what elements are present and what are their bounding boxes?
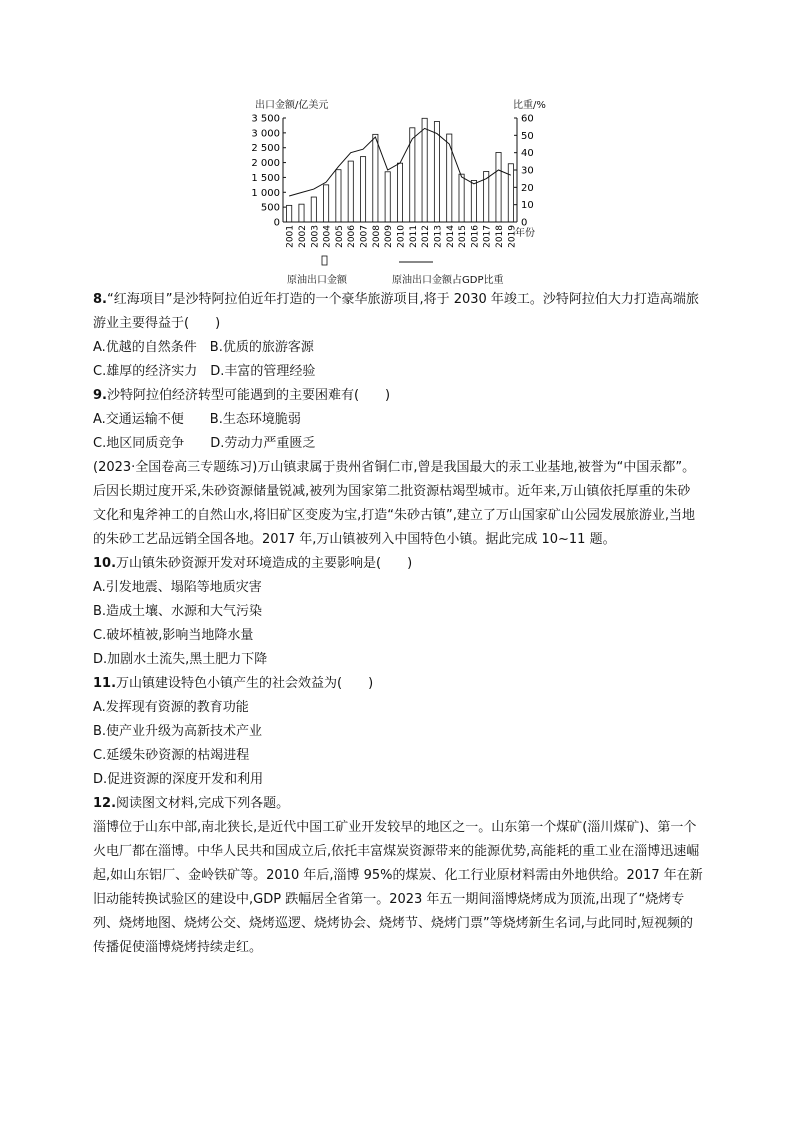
question-stem: 万山镇朱砂资源开发对环境造成的主要影响是( ) <box>116 556 413 571</box>
question-9 <box>93 384 703 408</box>
export-bar <box>422 118 427 222</box>
option-line: A.优越的自然条件 B.优质的旅游客源 <box>93 340 314 355</box>
legend-bar-swatch <box>322 256 327 265</box>
option-line: C.雄厚的经济实力 D.丰富的管理经验 <box>93 364 316 379</box>
x-tick-label: 2002 <box>297 225 308 248</box>
x-tick-label: 2013 <box>433 225 444 248</box>
y2-tick-label: 0 <box>521 217 528 229</box>
legend-line-label: 原油出口金额占GDP比重 <box>392 275 504 286</box>
export-bar <box>459 174 464 222</box>
x-tick-label: 2004 <box>322 225 333 248</box>
export-bar <box>324 185 329 222</box>
option-line: C.地区同质竞争 D.劳动力严重匮乏 <box>93 436 316 451</box>
option-b: B.使产业升级为高新技术产业 <box>93 724 263 739</box>
y-tick-label: 0 <box>273 217 280 229</box>
y-tick-label: 3 000 <box>251 128 280 140</box>
reading-material: (2023·全国卷高三专题练习)万山镇隶属于贵州省铜仁市,曾是我国最大的汞工业基地,被誉为“中国汞都”。后因长期过度开采,朱砂资源储量锐减,被列为国家第二批资源枯竭型城市。近年来,万山镇依托厚重的朱砂文化和鬼斧神工的自然山水,将旧矿区变废为宝,打造“朱砂古镇”,建立了万山国家矿山公园发展旅游业,当地的朱砂工艺品远销全国各地。2017 年,万山镇被列入中国特色小镇。据此完成 10~11 题。 <box>93 460 696 547</box>
y2-tick-label: 20 <box>521 182 534 194</box>
y2-axis-label: 比重/% <box>513 100 546 111</box>
option-d: D.促进资源的深度开发和利用 <box>93 772 264 787</box>
x-tick-label: 2009 <box>384 225 395 248</box>
x-tick-label: 2017 <box>482 225 493 248</box>
x-tick-label: 2011 <box>408 225 419 248</box>
question-stem: 沙特阿拉伯经济转型可能遇到的主要困难有( ) <box>106 388 391 403</box>
x-tick-label: 2018 <box>495 225 506 248</box>
x-tick-label: 2019 <box>507 225 518 248</box>
option-a: A.发挥现有资源的教育功能 <box>93 700 249 715</box>
x-tick-label: 2001 <box>285 225 296 248</box>
option-c: C.延缓朱砂资源的枯竭进程 <box>93 748 250 763</box>
export-bar <box>373 134 378 222</box>
question-stem: 万山镇建设特色小镇产生的社会效益为( ) <box>116 676 374 691</box>
x-tick-label: 2015 <box>458 225 469 248</box>
question-number: 12. <box>93 796 117 811</box>
y2-tick-label: 50 <box>521 130 534 142</box>
x-tick-label: 2005 <box>334 225 345 248</box>
y-tick-label: 2 000 <box>251 158 280 170</box>
export-bar <box>434 122 439 222</box>
export-bar <box>508 164 513 222</box>
export-bar <box>336 170 341 222</box>
question-11 <box>93 672 703 696</box>
option-line: A.交通运输不便 B.生态环境脆弱 <box>93 412 301 427</box>
export-bar <box>447 134 452 222</box>
y-tick-label: 1 000 <box>251 187 280 199</box>
x-tick-label: 2008 <box>371 225 382 248</box>
export-bar <box>397 163 402 222</box>
option-a: A.引发地震、塌陷等地质灾害 <box>93 580 262 595</box>
option-d: D.加剧水土流失,黑土肥力下降 <box>93 652 268 667</box>
x-tick-label: 2006 <box>347 225 358 248</box>
export-chart <box>245 92 565 292</box>
y-tick-label: 3 500 <box>251 113 280 125</box>
export-bar <box>348 161 353 222</box>
y2-tick-label: 40 <box>521 148 534 160</box>
y-tick-label: 2 500 <box>251 143 280 155</box>
export-bar <box>471 180 476 222</box>
y-tick-label: 1 500 <box>251 172 280 184</box>
x-tick-label: 2010 <box>396 225 407 248</box>
question-8 <box>93 288 703 336</box>
y2-tick-label: 30 <box>521 165 534 177</box>
question-number: 9. <box>93 388 107 403</box>
question-12 <box>93 792 703 816</box>
question-stem: 阅读图文材料,完成下列各题。 <box>116 796 290 811</box>
question-content <box>93 288 703 960</box>
y-axis-label: 出口金额/亿美元 <box>255 100 329 111</box>
export-bar <box>299 204 304 222</box>
export-bar <box>287 205 292 222</box>
x-tick-label: 2003 <box>310 225 321 248</box>
x-tick-label: 2012 <box>421 225 432 248</box>
export-bar <box>311 197 316 222</box>
export-bar <box>385 172 390 222</box>
export-bar <box>360 157 365 222</box>
export-bar <box>496 152 501 222</box>
y-tick-label: 500 <box>260 202 280 214</box>
x-tick-label: 2014 <box>445 225 456 248</box>
question-number: 11. <box>93 676 117 691</box>
question-stem: “红海项目”是沙特阿拉伯近年打造的一个豪华旅游项目,将于 2030 年竣工。沙特阿拉伯大力打造高端旅游业主要得益于( ) <box>93 292 699 331</box>
y2-tick-label: 60 <box>521 113 534 125</box>
x-tick-label: 2016 <box>470 225 481 248</box>
question-10 <box>93 552 703 576</box>
y2-tick-label: 10 <box>521 200 534 212</box>
x-tick-label: 2007 <box>359 225 370 248</box>
option-c: C.破坏植被,影响当地降水量 <box>93 628 254 643</box>
legend-bar-label: 原油出口金额 <box>287 275 347 286</box>
option-b: B.造成土壤、水源和大气污染 <box>93 604 263 619</box>
x-axis-label: 年份 <box>515 228 535 239</box>
reading-material-12: 淄博位于山东中部,南北狭长,是近代中国工矿业开发较早的地区之一。山东第一个煤矿(淄川煤矿)、第一个火电厂都在淄博。中华人民共和国成立后,依托丰富煤炭资源带来的能源优势,高能耗的重工业在淄博迅速崛起,如山东铝厂、金岭铁矿等。2010 年后,淄博 95%的煤炭、化工行业原材料需由外地供给。2017 年在新旧动能转换试验区的建设中,GDP 跌幅居全省第一。2023 年五一期间淄博烧烤成为顶流,出现了“烧烤专列、烧烤地图、烧烤公交、烧烤巡逻、烧烤协会、烧烤节、烧烤门票”等烧烤新生名词,与此同时,短视频的传播促使淄博烧烤持续走红。 <box>93 820 703 955</box>
question-number: 8. <box>93 292 107 307</box>
question-number: 10. <box>93 556 117 571</box>
